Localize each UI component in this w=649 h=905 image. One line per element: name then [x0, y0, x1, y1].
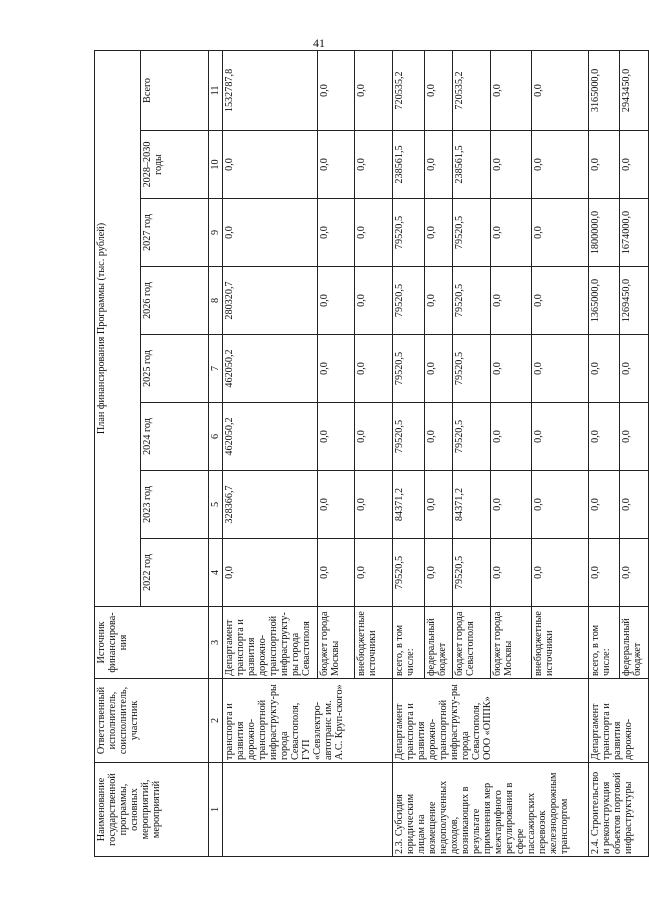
- value-cell: 0,0: [589, 131, 620, 199]
- value-cell: 0,0: [491, 50, 532, 130]
- column-header-name: Наименование государственной программы, основных мероприятий, мероприятий: [95, 763, 209, 857]
- value-cell: 0,0: [355, 471, 393, 539]
- value-cell: 0,0: [355, 403, 393, 471]
- value-cell: 0,0: [491, 539, 532, 607]
- column-header-year: 2028–2030 годы: [141, 131, 209, 199]
- column-header-year: 2023 год: [141, 471, 209, 539]
- column-header-year: 2025 год: [141, 335, 209, 403]
- value-cell: 0,0: [532, 539, 589, 607]
- value-cell: 79520,5: [453, 403, 491, 471]
- column-number: 7: [209, 335, 223, 403]
- column-header-year: Всего: [141, 50, 209, 130]
- value-cell: 0,0: [355, 199, 393, 267]
- value-cell: 0,0: [355, 50, 393, 130]
- value-cell: 0,0: [355, 539, 393, 607]
- value-cell: 0,0: [318, 539, 355, 607]
- value-cell: 0,0: [355, 131, 393, 199]
- value-cell: 1365000,0: [589, 267, 620, 335]
- column-number: 3: [209, 607, 223, 679]
- value-cell: 0,0: [425, 199, 453, 267]
- value-cell: 0,0: [425, 50, 453, 130]
- column-number: 4: [209, 539, 223, 607]
- value-cell: 0,0: [620, 335, 649, 403]
- table-row: [589, 50, 620, 856]
- page-number: 41: [313, 36, 325, 50]
- source-cell: бюджет города Севастополя: [453, 607, 491, 679]
- value-cell: 79520,5: [453, 335, 491, 403]
- value-cell: 1674000,0: [620, 199, 649, 267]
- source-cell: Департамент транспорта и развития дорожно-транспортной инфраструкту-ры города Севастополя: [223, 607, 318, 679]
- value-cell: 0,0: [620, 403, 649, 471]
- column-number: 6: [209, 403, 223, 471]
- value-cell: 0,0: [532, 471, 589, 539]
- value-cell: 0,0: [491, 335, 532, 403]
- value-cell: 720535,2: [453, 50, 491, 130]
- value-cell: 79520,5: [453, 539, 491, 607]
- source-cell: бюджет города Москвы: [318, 607, 355, 679]
- value-cell: 0,0: [425, 131, 453, 199]
- column-header-year: 2026 год: [141, 267, 209, 335]
- measure-name-cell: [223, 763, 393, 857]
- column-number-row: [209, 50, 223, 856]
- value-cell: 0,0: [620, 539, 649, 607]
- value-cell: 720535,2: [393, 50, 425, 130]
- table-row: [223, 50, 318, 856]
- value-cell: 79520,5: [393, 539, 425, 607]
- source-cell: федеральный бюджет: [620, 607, 649, 679]
- value-cell: 0,0: [589, 403, 620, 471]
- value-cell: 1269450,0: [620, 267, 649, 335]
- value-cell: 0,0: [589, 539, 620, 607]
- value-cell: 0,0: [491, 199, 532, 267]
- source-cell: внебюджетные источники: [355, 607, 393, 679]
- source-cell: бюджет города Москвы: [491, 607, 532, 679]
- value-cell: 0,0: [491, 471, 532, 539]
- value-cell: 84371,2: [393, 471, 425, 539]
- value-cell: 0,0: [223, 131, 318, 199]
- value-cell: 0,0: [491, 403, 532, 471]
- value-cell: 0,0: [532, 267, 589, 335]
- value-cell: 238561,5: [393, 131, 425, 199]
- column-number: 2: [209, 679, 223, 763]
- value-cell: 0,0: [532, 403, 589, 471]
- column-number: 10: [209, 131, 223, 199]
- value-cell: 79520,5: [393, 403, 425, 471]
- value-cell: 0,0: [425, 267, 453, 335]
- value-cell: 0,0: [589, 471, 620, 539]
- value-cell: 84371,2: [453, 471, 491, 539]
- source-cell: федеральный бюджет: [425, 607, 453, 679]
- value-cell: 0,0: [532, 50, 589, 130]
- financing-table: [94, 50, 649, 857]
- value-cell: 1800000,0: [589, 199, 620, 267]
- value-cell: 0,0: [223, 539, 318, 607]
- column-number: 5: [209, 471, 223, 539]
- value-cell: 0,0: [425, 335, 453, 403]
- value-cell: 0,0: [318, 50, 355, 130]
- value-cell: 462050,2: [223, 403, 318, 471]
- value-cell: 0,0: [318, 471, 355, 539]
- value-cell: 0,0: [318, 131, 355, 199]
- value-cell: 79520,5: [393, 267, 425, 335]
- value-cell: 79520,5: [453, 199, 491, 267]
- column-header-source: Источник финансирова-ния: [95, 607, 209, 679]
- column-header-year: 2024 год: [141, 403, 209, 471]
- column-header-year: 2027 год: [141, 199, 209, 267]
- value-cell: 280320,7: [223, 267, 318, 335]
- value-cell: 0,0: [355, 335, 393, 403]
- value-cell: 0,0: [223, 199, 318, 267]
- value-cell: 462050,2: [223, 335, 318, 403]
- value-cell: 0,0: [318, 335, 355, 403]
- column-number: 9: [209, 199, 223, 267]
- rotated-table-container: [94, 51, 643, 857]
- value-cell: 0,0: [425, 539, 453, 607]
- value-cell: 0,0: [532, 131, 589, 199]
- value-cell: 238561,5: [453, 131, 491, 199]
- value-cell: 0,0: [425, 403, 453, 471]
- value-cell: 0,0: [318, 267, 355, 335]
- value-cell: 0,0: [491, 267, 532, 335]
- column-header-executor: Ответственный исполнитель, соисполнитель, участник: [95, 679, 209, 763]
- value-cell: 328366,7: [223, 471, 318, 539]
- value-cell: 0,0: [620, 471, 649, 539]
- column-number: 1: [209, 763, 223, 857]
- value-cell: 0,0: [318, 403, 355, 471]
- column-header-year: 2022 год: [141, 539, 209, 607]
- value-cell: 0,0: [318, 199, 355, 267]
- executor-cell: Департамент транспорта и развития дорожно-транспортной инфраструкту-ры города Севастополя, ООО «ОППК»: [393, 679, 589, 763]
- value-cell: 0,0: [620, 131, 649, 199]
- value-cell: 79520,5: [393, 335, 425, 403]
- value-cell: 0,0: [491, 131, 532, 199]
- source-cell: всего, в том числе:: [393, 607, 425, 679]
- executor-cell: транспорта и развития дорожно-транспортной инфраструкту-ры города Севастополя, ГУП «Севэлектро-автотранс им. А.С. Круп-ского»: [223, 679, 393, 763]
- column-header-plan: План финансирования Программы (тыс. рублей): [95, 50, 141, 606]
- value-cell: 0,0: [589, 335, 620, 403]
- source-cell: всего, в том числе:: [589, 607, 620, 679]
- value-cell: 79520,5: [453, 267, 491, 335]
- value-cell: 3165000,0: [589, 50, 620, 130]
- value-cell: 0,0: [532, 335, 589, 403]
- measure-name-cell: 2.3. Субсидия юридическим лицам на возмещение недополученных доходов, возникающих в результате применения мер межтарифного регулирования в сфере пассажирских перевозок железнодорожным транспортом: [393, 763, 589, 857]
- value-cell: 0,0: [355, 267, 393, 335]
- header-row: [95, 50, 141, 856]
- executor-cell: Департамент транспорта и развития дорожно-: [589, 679, 649, 763]
- value-cell: 0,0: [425, 471, 453, 539]
- value-cell: 1532787,8: [223, 50, 318, 130]
- measure-name-cell: 2.4. Строительство и реконструкция объектов портовой инфраструктуры: [589, 763, 649, 857]
- column-number: 11: [209, 50, 223, 130]
- source-cell: внебюджетные источники: [532, 607, 589, 679]
- column-number: 8: [209, 267, 223, 335]
- table-row: [393, 50, 425, 856]
- value-cell: 0,0: [532, 199, 589, 267]
- value-cell: 2943450,0: [620, 50, 649, 130]
- value-cell: 79520,5: [393, 199, 425, 267]
